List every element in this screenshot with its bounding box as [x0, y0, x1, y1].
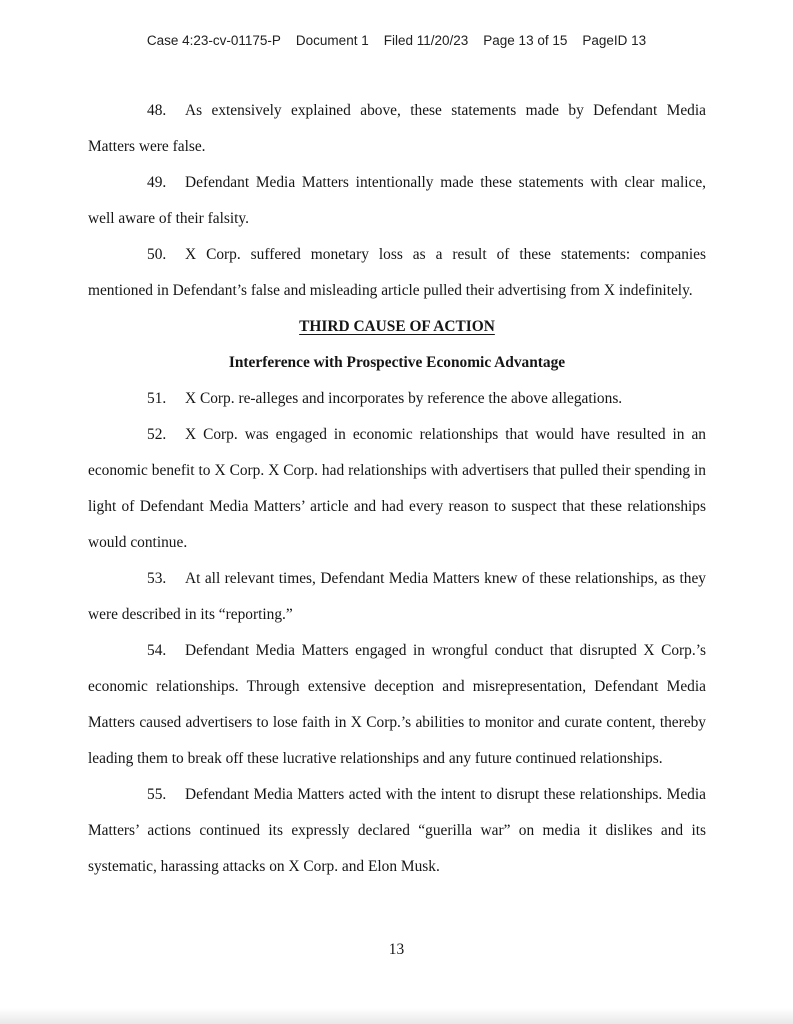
paragraph-55-number: 55.: [147, 786, 167, 803]
paragraph-48-text: As extensively explained above, these statements made by Defendant Media Matters were false.: [88, 102, 706, 155]
page-edge-shadow: [0, 1008, 793, 1024]
cause-subheading: [88, 345, 706, 381]
paragraph-51-text: X Corp. re-alleges and incorporates by reference the above allegations.: [185, 390, 623, 407]
paragraph-55-text: Defendant Media Matters acted with the intent to disrupt these relationships. Media Matters’ actions continued its expressly declared “guerilla war” on media it dislikes and its systematic, harassing attacks on X Corp. and Elon Musk.: [88, 786, 706, 875]
case-header: [0, 33, 793, 48]
paragraph-53-text: At all relevant times, Defendant Media Matters knew of these relationships, as they were described in its “reporting.”: [88, 570, 706, 623]
page-of: Page 13 of 15: [483, 33, 568, 48]
paragraph-52-text: X Corp. was engaged in economic relationships that would have resulted in an economic benefit to X Corp. X Corp. had relationships with advertisers that pulled their spending in light of Defendant Media Matters’ article and had every reason to suspect that these relationships would continue.: [88, 426, 706, 551]
paragraph-49: [88, 165, 706, 237]
cause-subheading-text: Interference with Prospective Economic Advantage: [228, 354, 566, 371]
third-cause-heading: [88, 309, 706, 345]
case-number: Case 4:23-cv-01175-P: [146, 33, 281, 48]
page-number: 13: [388, 941, 405, 958]
paragraph-50-number: 50.: [147, 246, 167, 263]
paragraph-50: [88, 237, 706, 309]
page-id: PageID 13: [582, 33, 647, 48]
paragraph-52-number: 52.: [147, 426, 167, 443]
paragraph-54-number: 54.: [147, 642, 167, 659]
paragraph-52: [88, 417, 706, 561]
third-cause-heading-text: THIRD CAUSE OF ACTION: [299, 318, 495, 335]
paragraph-48: [88, 93, 706, 165]
paragraph-53: [88, 561, 706, 633]
paragraph-55: [88, 777, 706, 885]
document-number: Document 1: [295, 33, 369, 48]
paragraph-51-number: 51.: [147, 390, 167, 407]
filed-date: Filed 11/20/23: [383, 33, 469, 48]
document-body: [88, 93, 706, 885]
paragraph-48-number: 48.: [147, 102, 167, 119]
paragraph-50-text: X Corp. suffered monetary loss as a result of these statements: companies mentioned in Defendant’s false and misleading article pulled their advertising from X indefinitely.: [88, 246, 706, 299]
paragraph-54: [88, 633, 706, 777]
paragraph-49-text: Defendant Media Matters intentionally made these statements with clear malice, well aware of their falsity.: [88, 174, 706, 227]
paragraph-54-text: Defendant Media Matters engaged in wrongful conduct that disrupted X Corp.’s economic relationships. Through extensive deception and misrepresentation, Defendant Media Matters caused advertisers to lose faith in X Corp.’s abilities to monitor and curate content, thereby leading them to break off these lucrative relationships and any future continued relationships.: [88, 642, 706, 767]
paragraph-49-number: 49.: [147, 174, 167, 191]
paragraph-53-number: 53.: [147, 570, 167, 587]
paragraph-51: [88, 381, 706, 417]
